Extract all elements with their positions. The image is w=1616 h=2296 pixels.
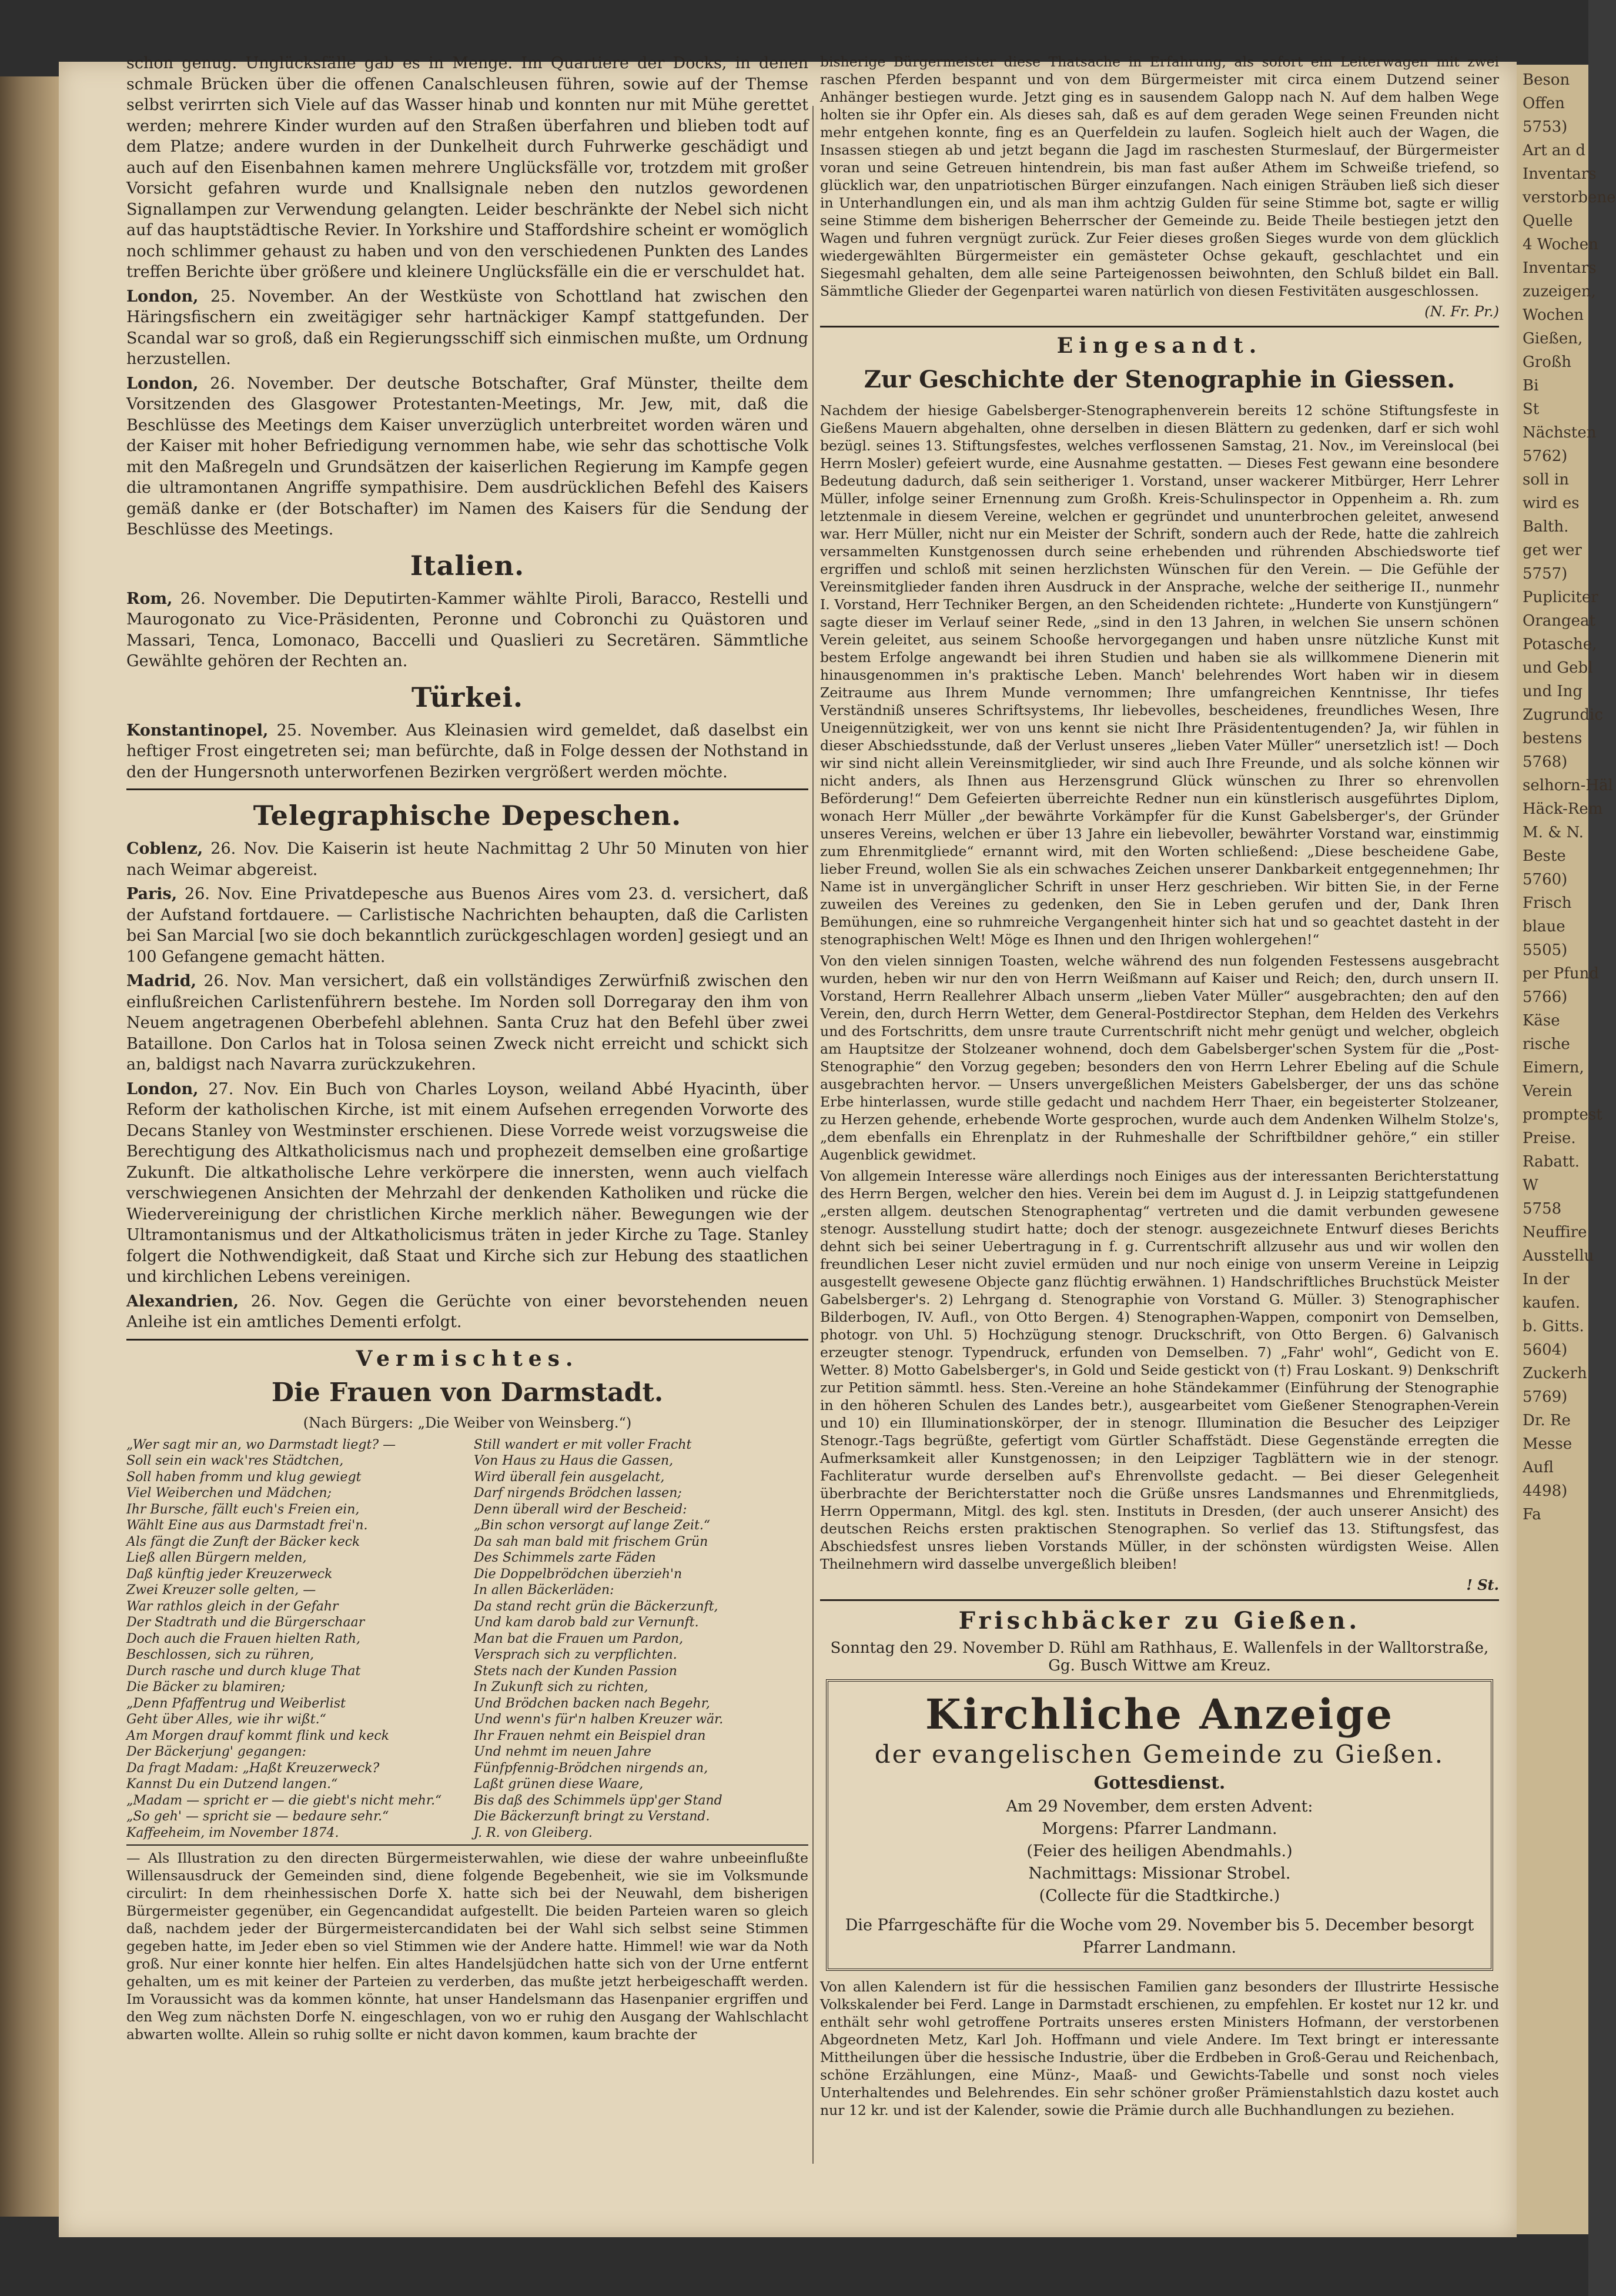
edge-fragment: 5505) bbox=[1523, 941, 1568, 959]
edge-fragment: Orangeat bbox=[1523, 612, 1595, 630]
edge-fragment: Quelle bbox=[1523, 212, 1573, 230]
poem-line: Ließ allen Bürgern melden, bbox=[126, 1550, 307, 1565]
news-madrid bbox=[126, 971, 808, 1075]
afternoon-note: (Collecte für die Stadtkirche.) bbox=[1039, 1887, 1280, 1905]
poem-line: Soll sein ein wack'res Städtchen, bbox=[126, 1453, 344, 1468]
news-text: 25. November. An der Westküste von Schottland hat zwischen den Häringsfischern ein zweitägiger sehr hartnäckiger Kampf stattgefunden. Der Scandal war so groß, daß ein Regierungsschiff sich einmischen mußte, um Ordnung herzustellen. bbox=[126, 287, 808, 368]
edge-fragment: Rabatt. bbox=[1523, 1153, 1580, 1171]
poem-line: Darf nirgends Brödchen lassen; bbox=[474, 1486, 682, 1500]
edge-fragment: Großh bbox=[1523, 353, 1571, 371]
poem-line: Denn überall wird der Bescheid: bbox=[474, 1502, 687, 1517]
next-page-edge bbox=[1517, 65, 1616, 2234]
news-text: 27. Nov. Ein Buch von Charles Loyson, weiland Abbé Hyacinth, über Reform der katholischen Kirche, ist mit einem Aufsehen erregenden Vorworte des Decans Stanley von Westminster erschienen. Diese Vorrede weist vorzugsweise die Berechtigung des Altkatholicismus nach und prophezeit demselben eine großartige Zukunft. Die altkatholische Lehre verkörpere die innersten, wenn auch vielfach verschwiegenen Ansichten der Mehrzahl der denkenden Katholiken und rücke die Wiedervereinigung der christlichen Kirche merklich näher. Bewegungen wie der Ultramontanismus und der Altkatholicismus träten in jeder Kirche zu Tage. Stanley folgert die Nothwendigkeit, daß Staat und Kirche sich zur Hebung des staatlichen und kirchlichen Lebens vereinigen. bbox=[126, 1080, 808, 1286]
book-spine bbox=[0, 76, 59, 2217]
poem-line: Fünfpfennig-Brödchen nirgends an, bbox=[474, 1760, 708, 1776]
poem-line: War rathlos gleich in der Gefahr bbox=[126, 1599, 339, 1614]
poem-line: Bis daß des Schimmels üpp'ger Stand bbox=[474, 1793, 722, 1808]
dateline: Alexandrien, bbox=[126, 1292, 239, 1311]
edge-fragment: Aufl bbox=[1523, 1459, 1554, 1476]
news-text: 25. November. Aus Kleinasien wird gemeldet, daß daselbst ein heftiger Frost eingetreten sei; man befürchte, daß in Folge dessen der Nothstand in den der Hungersnoth unterworfenen Bezirken vergrößert werden möchte. bbox=[126, 721, 808, 781]
edge-fragment: bestens bbox=[1523, 730, 1582, 747]
church-announcement-box bbox=[826, 1679, 1493, 1971]
church-announcement-title: Kirchliche Anzeige bbox=[925, 1690, 1394, 1739]
poem-line: Ihr Frauen nehmt ein Beispiel dran bbox=[474, 1728, 706, 1743]
news-alexandrien bbox=[126, 1291, 808, 1333]
poem-line: Die Bäcker zu blamiren; bbox=[126, 1680, 286, 1695]
poem-line: Man bat die Frauen um Pardon, bbox=[474, 1631, 684, 1646]
stenographie-article-toasts: Von den vielen sinnigen Toasten, welche während des nun folgenden Festessens ausgebracht wurden, heben wir nur den von Herrn Weißmann auf Kaiser und Reich; den, durch unsern II. Vorstand, Herrn Reallehrer Albach unserm „lieben Vater Müller“ ausgebrachten; den auf den Verein, den, durch Herrn Wetter, dem General-Postdirector Stephan, dem Helden des Verkehrs und des Fortschritts, dem unsre traute Currentschrift nicht mehr genügt und welcher, obgleich am Hauptsitze der Stolzeaner wohnend, doch dem Gabelsberger'schen System für die „Post-Stenographie“ den Vorzug gegeben; besonders den von Herrn Lehrer Ebeling auf die Schule ausgebrachten hervor. — Unsers unvergeßlichen Meisters Gabelsberger, der uns das schöne Erbe hinterlassen, wurde stille gedacht und nachdem Herr Thaer, ein begeisterter Stolzeaner, zu Herzen gehende, erhebende Worte gesprochen, wurde auch dem Andenken Wilhelm Stolze's, „dem ebenfalls ein Ehrenplatz in der Ruhmeshalle der Schriftbildner gehöre,“ ein stiller Augenblick gewidmet. bbox=[820, 953, 1499, 1163]
edge-fragment: 5758 bbox=[1523, 1200, 1562, 1218]
edge-fragment: Ausstellu bbox=[1523, 1247, 1594, 1265]
poem-line: In allen Bäckerläden: bbox=[474, 1583, 614, 1597]
fog-report: schon genug. Unglücksfälle gab es in Menge. Im Quartiere der Docks, in denen schmale Brücken über die offenen Canalschleusen führen, sowie auf der Themse selbst verirrten sich Viele auf das Wasser hinab und konnten nur mit Mühe gerettet werden; mehrere Kinder wurden auf den Straßen überfahren und blieben todt auf dem Platze; andere wurden in der Dunkelheit durch Fuhrwerke geschädigt und auch auf den Eisenbahnen kamen mehrere Unglücksfälle vor, trotzdem mit großer Vorsicht gefahren wurde und Knallsignale neben den nutzlos gewordenen Signallampen zur Verwendung gelangten. Leider beschränkte der Nebel sich nicht auf das hauptstädtische Revier. In Yorkshire und Staffordshire scheint er womöglich noch schlimmer gehaust zu haben und von den verschiedenen Punkten des Landes treffen Berichte über größere und kleinere Unglücksfälle ein die er verschuldet hat. bbox=[126, 54, 808, 281]
edge-fragment: Frisch bbox=[1523, 894, 1572, 912]
news-london-27 bbox=[126, 1079, 808, 1288]
news-text: 26. Nov. Die Kaiserin ist heute Nachmittag 2 Uhr 50 Minuten von hier nach Weimar abgereist. bbox=[126, 840, 808, 879]
edge-fragment: get wer bbox=[1523, 542, 1582, 559]
edge-fragment: blaue bbox=[1523, 918, 1565, 935]
edge-fragment: Verein bbox=[1523, 1082, 1572, 1100]
source-credit: (N. Fr. Pr.) bbox=[1424, 303, 1499, 320]
edge-fragment: verstorbene bbox=[1523, 189, 1616, 206]
edge-fragment: Zuckerh bbox=[1523, 1365, 1587, 1382]
poem-line: Stets nach der Kunden Passion bbox=[474, 1663, 677, 1679]
edge-fragment: soll in bbox=[1523, 471, 1569, 489]
poem-line: „Madam — spricht er — die giebt's nicht mehr.“ bbox=[126, 1793, 442, 1808]
news-text: 26. Nov. Man versichert, daß ein vollständiges Zerwürfniß zwischen den einflußreichen Carlistenführern bestehe. Im Norden soll Dorregaray den ihm von Neuem angetragenen Oberbefehl ablehnen. Santa Cruz hat den Befehl über zwei Bataillone. Don Carlos hat in Tolosa seinen Zweck nicht erreicht und schickt sich an, baldigst nach Navarra zurückzukehren. bbox=[126, 972, 808, 1074]
news-text: 26. November. Der deutsche Botschafter, Graf Münster, theilte dem Vorsitzenden des Glasgower Protestanten-Meetings, Mr. Jew, mit, daß die Beschlüsse des Meetings dem Kaiser unverzüglich unterbreitet worden wären und der Kaiser mit hoher Befriedigung vernommen habe, wie sehr das schottische Volk mit den Maßregeln und Grundsätzen der kaiserlichen Regierung im Kampfe gegen die ultramontanen Angriffe sympathisire. Dem ausdrücklichen Befehl des Kaisers gemäß danke er (der Botschafter) im Namen des Kaisers für die Sendung der Beschlüsse des Meetings. bbox=[126, 374, 808, 539]
poem-line: „Wer sagt mir an, wo Darmstadt liegt? — bbox=[126, 1437, 396, 1452]
edge-fragment: Messe bbox=[1523, 1435, 1572, 1453]
edge-fragment: Potasche, bbox=[1523, 636, 1597, 653]
edge-fragment: 5604) bbox=[1523, 1341, 1568, 1359]
poem-line: Beschlossen, sich zu rühren, bbox=[126, 1647, 314, 1662]
section-rule bbox=[126, 1339, 808, 1341]
dateline: Paris, bbox=[126, 885, 178, 903]
section-rule bbox=[820, 326, 1499, 327]
poem-line: Die Doppelbrödchen überzieh'n bbox=[474, 1566, 682, 1582]
edge-fragment: St bbox=[1523, 400, 1540, 418]
news-london-25 bbox=[126, 286, 808, 370]
poem-line: Daß künftig jeder Kreuzerweck bbox=[126, 1566, 333, 1582]
section-heading-telegraphische-depeschen: Telegraphische Depeschen. bbox=[253, 800, 682, 831]
edge-fragment: Beson bbox=[1523, 71, 1570, 89]
edge-fragment: wird es bbox=[1523, 494, 1580, 512]
poem-column-b bbox=[474, 1437, 808, 1842]
edge-fragment: Käse bbox=[1523, 1012, 1560, 1030]
edge-fragment: Balth. bbox=[1523, 518, 1569, 536]
edge-fragment: 5769) bbox=[1523, 1388, 1568, 1406]
news-london-26 bbox=[126, 373, 808, 540]
poem-line: Soll haben fromm und klug gewiegt bbox=[126, 1469, 362, 1485]
poem-line: J. R. von Gleiberg. bbox=[474, 1825, 593, 1840]
poem-line: Still wandert er mit voller Fracht bbox=[474, 1437, 692, 1452]
edge-fragment: selhorn-Häl bbox=[1523, 777, 1613, 794]
dateline: London, bbox=[126, 1080, 199, 1098]
poem-line: Da fragt Madam: „Haßt Kreuzerweck? bbox=[126, 1760, 380, 1776]
edge-fragment: und Gebl bbox=[1523, 659, 1593, 677]
kalender-notice: Von allen Kalendern ist für die hessischen Familien ganz besonders der Illustrirte Hessische Volkskalender bei Ferd. Lange in Darmstadt erschienen, zu empfehlen. Er kostet nur 12 kr. und enthält sehr wohl getroffene Portraits unseres ersten Ministers Hofmann, der verstorbenen Abgeordneten Metz, Karl Joh. Hoffmann und viele Andere. Im Text bringt er interessante Mittheilungen über die hessische Industrie, über die Erdbeben in Groß-Gerau und Reichenbach, schöne Erzählungen, eine Münz-, Maaß- und Gewichts-Tabelle und sonst noch vieles Unterhaltendes und Belehrendes. Ein sehr schöner großer Prämienstahlstich dazu kostet auch nur 12 kr. und ist der Kalender, sowie die Prämie durch alle Buchhandlungen zu beziehen. bbox=[820, 1978, 1499, 2118]
poem-line: Viel Weiberchen und Mädchen; bbox=[126, 1486, 332, 1500]
poem-line: Wird überall fein ausgelacht, bbox=[474, 1469, 665, 1485]
dateline: London, bbox=[126, 287, 199, 306]
poem-line: Der Bäckerjung' gegangen: bbox=[126, 1744, 307, 1759]
stenographie-article: Nachdem der hiesige Gabelsberger-Stenographenverein bereits 12 schöne Stiftungsfeste in Gießens Mauern abgehalten, ohne derselben in diesen Blättern zu gedenken, darf er sich wohl bezügl. seines 13. Stiftungsfestes, welches verflossenen Samstag, 21. Nov., im Vereinslocal (bei Herrn Mosler) gefeiert wurde, eine Ausnahme gestatten. — Dieses Fest gewann eine besondere Bedeutung dadurch, daß sein seitheriger 1. Vorstand, unser wackerer Mitbürger, Herr Lehrer Müller, infolge seiner Ernennung zum Großh. Kreis-Schulinspector in Oppenheim a. Rh. zum letztenmale in diesem Vereine, welchen er gegründet und ununterbrochen geleitet, anwesend war. Herr Müller, nicht nur ein Meister der Schrift, sondern auch der Rede, hatte die zahlreich versammelten Kunstgenossen durch seine erhebenden und rührenden Abschiedsworte tief ergriffen und schloß mit seinen herzlichsten Wünschen für den Verein. — Die Gefühle der Vereinsmitglieder fanden ihren Ausdruck in der Ansprache, welche der seitherige II., nunmehr I. Vorstand, Herr Techniker Bergen, an den Scheidenden richtete: „Hunderte von Kunstjüngern“ sagte dieser im Verlauf seiner Rede, „sind in den 13 Jahren, in welchen Sie unsern schönen Verein geleitet, aus seinem Schooße hervorgegangen und haben unsre nützliche Kunst mit bestem Erfolge angewandt bei ihren Studien und haben sie als willkommene Dienerin mit hinausgenommen in's praktische Leben. Manch' belehrendes Wort haben wir in diesem Zeitraume aus Ihrem Munde vernommen; Ihre umfangreichen Kenntnisse, Ihr tiefes Verständniß unseres Schriftsystems, Ihr liebevolles, bescheidenes, freundliches Wesen, Ihre Uneigennützigkeit, wer von uns kennt sie nicht Ihre Präsidententugenden? Ja, wir fühlen in dieser Abschiedsstunde, daß der Verlust unseres „lieben Vater Müller“ unersetzlich ist! — Doch wir sind nicht allein Vereinsmitglieder, wir sind auch Ihre Freunde, und als solche können wir nicht anders, als Ihnen aus Herzensgrund Glück wünschen zu Ihrer so ehrenvollen Beförderung!“ Dem Gefeierten überreichte Redner nun ein künstlerisch ausgeführtes Diplom, wonach Herr Müller „der bewährte Vorkämpfer für die Kunst Gabelsberger's, der Gründer unseres Vereins, welchen er über 13 Jahre ein liebevoller, bewährter Vorstand war, einstimmig zum Ehrenmitgliede“ ernannt wird, mit den Worten schließend: „Diese bescheidene Gabe, lieber Freund, wollen Sie als ein schwaches Zeichen unserer Dankbarkeit entgegennehmen; Ihr Name ist in unvergänglicher Schrift in unser Herz geschrieben. Wir bitten Sie, in der Ferne zuweilen des Vereines zu gedenken, den Sie in Leben gerufen und der, Dank Ihren Bemühungen, eine so ruhmreiche Vergangenheit hinter sich hat und so geachtet dasteht in der stenographischen Welt! Möge es Ihnen und den Ihrigen wohlergehen!“ bbox=[820, 402, 1499, 948]
section-rule bbox=[126, 788, 808, 790]
edge-fragment: Gießen, bbox=[1523, 330, 1583, 347]
stenographie-article-exhibition: Von allgemein Interesse wäre allerdings noch Einiges aus der interessanten Berichterstattung des Herrn Bergen, welcher den hies. Verein bei dem im August d. J. in Leipzig stattgefundenen „ersten allgem. deutschen Stenographentag“ vertreten und die damit verbunden gewesene stenogr. Ausstellung studirt hatte; doch der stenogr. ausgezeichnete Entwurf dieses Berichts dehnt sich bei seiner Uebertragung in f. g. Currentschrift allzusehr aus und wir wollen den freundlichen Leser nicht zuviel ermüden und nur noch einige von unserm Vereine in Leipzig ausgestellt gewesene Objecte ganz flüchtig erwähnen. 1) Handschriftliches Bruchstück Meister Gabelsberger's. 2) Lehrgang d. Stenographie von Vorstand G. Müller. 3) Stenographischer Bilderbogen, IV. Aufl., von Otto Bergen. 4) Stenographen-Wappen, componirt von Demselben, photogr. von Uhl. 5) Hochzügung stenogr. Druckschrift, von Otto Bergen. 6) Galvanisch erzeugter stenogr. Typendruck, erfunden von Demselben. 7) „Fahr' wohl“, Gedicht von E. Wetter. 8) Motto Gabelsberger's, in Gold und Seide gestickt von (†) Frau Loskant. 9) Denkschrift zur Petition sämmtl. hess. Sten.-Vereine an hohe Ständekammer (Einführung der Stenographie in den höheren Schulen des Landes betr.), ausgearbeitet vom Gießener Stenographen-Verein und 10) ein Illuminationskörper, der in stenogr. Illumination die Besucher des Leipziger Stenogr.-Tags begrüßte, gefertigt vom Gürtler Schaffstädt. Diese Gegenstände erregten die Aufmerksamkeit aller Kunstgenossen; in den Leipziger Tagblättern wie in der stenogr. Fachliteratur wurde derselben auf's Ehrenvollste gedacht. — Bei dieser Gelegenheit überbrachte der Berichterstatter noch die Grüße unsres Landsmannes und Ehrenmitglieds, Herrn Oppermann, Mitgl. des kgl. sten. Instituts in Dresden, (der auch unserer Ansicht) des deutschen Reichs ersten praktischen Stenographen. So verlief das 13. Stiftungsfest, das Abschiedsfest unsres lieben Vorstands Müller, in der schönsten würdigsten Weise. Allen Theilnehmern wird dasselbe unvergeßlich bleiben! bbox=[820, 1168, 1499, 1572]
mayor-election-story-continued: bisherige Bürgermeister diese Thatsache in Erfahrung, als sofort ein Leiterwagen mit zwei raschen Pferden bespannt und von dem Bürgermeister mit circa einem Dutzend seiner Anhänger bestiegen wurde. Jetzt ging es in sausendem Galopp nach N. Auf dem halben Wege holten sie ihr Opfer ein. Als dieses sah, daß es auf dem geraden Wege seinen Freunden nicht mehr entgehen konnte, fing es an Querfeldein zu laufen. Sogleich hielt auch der Wagen, die Insassen stiegen ab und jetzt begann die Jagd im raschesten Sturmeslauf, der Bürgermeister voran und seine Getreuen hintendrein, bis man fast außer Athem im Schweiße triefend, so glücklich war, den unpatriotischen Bürger einzufangen. Nach einigen Sträuben ließ sich dieser in Unterhandlungen ein, und als man ihm achtzig Gulden für seine Stimme bot, sagte er willig seine Stimme dem bisherigen Beherrscher der Gemeinde zu. Beide Theile bestiegen jetzt den Wagen und fuhren vergnügt zurück. Zur Feier dieses großen Sieges wurde von dem glücklich wiedergewählten Bürgermeister ein gemästeter Ochse gekauft, geschlachtet und ein Siegesmahl gehalten, dem alle seine Parteigenossen beiwohnten, den Schluß bildet ein Ball. Sämmtliche Glieder der Gegenpartei waren natürlich von diesen Festivitäten ausgeschlossen. bbox=[820, 54, 1499, 299]
section-heading-eingesandt: Eingesandt. bbox=[1056, 333, 1263, 358]
edge-fragment: Nächsten bbox=[1523, 424, 1597, 442]
edge-fragment: Pupliciter bbox=[1523, 589, 1598, 606]
poem-line: „So geh' — spricht sie — bedaure sehr.“ bbox=[126, 1809, 389, 1824]
frischbaecker-list: Sonntag den 29. November D. Rühl am Rathhaus, E. Wallenfels in der Walltorstraße, Gg. Busch Wittwe am Kreuz. bbox=[830, 1639, 1489, 1675]
news-paris bbox=[126, 884, 808, 967]
poem-line: Da stand recht grün die Bäckerzunft, bbox=[474, 1599, 718, 1614]
poem-line: Durch rasche und durch kluge That bbox=[126, 1663, 361, 1679]
edge-fragment: 5753) bbox=[1523, 118, 1568, 136]
poem-line: In Zukunft sich zu richten, bbox=[474, 1680, 648, 1695]
poem-line: Geht über Alles, wie ihr wißt.“ bbox=[126, 1712, 326, 1727]
poem bbox=[126, 1437, 808, 1842]
church-announcement-subtitle: der evangelischen Gemeinde zu Gießen. bbox=[874, 1740, 1445, 1769]
news-text: 26. November. Die Deputirten-Kammer wählte Piroli, Baracco, Restelli und Maurogonato zu Vice-Präsidenten, Peronne und Cobronchi zu Quästoren und Massari, Tenca, Lomonaco, Baccelli und Quaslieri zu Secretären. Sämmtliche Gewählte gehören der Rechten an. bbox=[126, 589, 808, 670]
edge-fragment: kaufen. bbox=[1523, 1294, 1581, 1312]
edge-fragment: Eimern, bbox=[1523, 1059, 1584, 1077]
edge-fragment: 5766) bbox=[1523, 988, 1568, 1006]
edge-fragment: In der bbox=[1523, 1271, 1570, 1288]
edge-fragment: Inventars bbox=[1523, 259, 1597, 277]
edge-fragment: Beste bbox=[1523, 847, 1566, 865]
weekly-duties: Die Pfarrgeschäfte für die Woche vom 29. November bis 5. December besorgt Pfarrer Landmann. bbox=[845, 1916, 1474, 1957]
edge-fragment: 5757) bbox=[1523, 565, 1568, 583]
poem-title: Die Frauen von Darmstadt. bbox=[271, 1377, 664, 1408]
right-column bbox=[820, 53, 1499, 2123]
dateline: Coblenz, bbox=[126, 840, 203, 858]
edge-fragment: 5768) bbox=[1523, 753, 1568, 771]
poem-line: Doch auch die Frauen hielten Rath, bbox=[126, 1631, 360, 1646]
section-heading-italien: Italien. bbox=[410, 549, 525, 581]
poem-line: Der Stadtrath und die Bürgerschaar bbox=[126, 1615, 365, 1630]
news-coblenz bbox=[126, 838, 808, 880]
edge-fragment: Art an d bbox=[1523, 142, 1586, 159]
morning-note: (Feier des heiligen Abendmahls.) bbox=[1026, 1842, 1293, 1860]
service-heading: Gottesdienst. bbox=[1093, 1773, 1226, 1793]
edge-fragment: Zugrundic bbox=[1523, 706, 1603, 724]
edge-fragment: b. Gitts. bbox=[1523, 1318, 1584, 1335]
edge-fragment: Neuffire bbox=[1523, 1224, 1587, 1241]
poem-line: Und nehmt im neuen Jahre bbox=[474, 1744, 651, 1759]
section-rule bbox=[126, 1844, 808, 1846]
edge-fragment: per Pfund bbox=[1523, 965, 1599, 982]
dateline: Konstantinopel, bbox=[126, 721, 269, 740]
edge-fragment: 5760) bbox=[1523, 871, 1568, 888]
left-column bbox=[126, 53, 808, 2047]
edge-fragment: 4 Wochen bbox=[1523, 236, 1598, 253]
edge-fragment: Häck-Rem bbox=[1523, 800, 1603, 818]
poem-line: Die Bäckerzunft bringt zu Verstand. bbox=[474, 1809, 710, 1824]
section-rule bbox=[820, 1599, 1499, 1601]
news-rom bbox=[126, 589, 808, 672]
edge-fragment: und Ing bbox=[1523, 683, 1583, 700]
poem-line: Ihr Bursche, fällt euch's Freien ein, bbox=[126, 1502, 360, 1517]
poem-column-a bbox=[126, 1437, 461, 1842]
poem-line: Und kam darob bald zur Vernunft. bbox=[474, 1615, 699, 1630]
column-divider bbox=[812, 106, 814, 2164]
article-signature: ! St. bbox=[1466, 1576, 1499, 1593]
poem-line: Des Schimmels zarte Fäden bbox=[474, 1550, 656, 1565]
section-heading-vermischtes: Vermischtes. bbox=[356, 1346, 579, 1371]
edge-fragment: 4498) bbox=[1523, 1482, 1568, 1500]
poem-line: Zwei Kreuzer solle gelten, — bbox=[126, 1583, 316, 1597]
afternoon-service: Nachmittags: Missionar Strobel. bbox=[1028, 1864, 1291, 1883]
section-heading-tuerkei: Türkei. bbox=[411, 681, 523, 713]
edge-fragment: Preise. bbox=[1523, 1129, 1576, 1147]
poem-line: Kannst Du ein Dutzend langen.“ bbox=[126, 1777, 338, 1792]
poem-line: Als fängt die Zunft der Bäcker keck bbox=[126, 1534, 360, 1549]
edge-fragment: rische bbox=[1523, 1035, 1570, 1053]
dateline: Madrid, bbox=[126, 972, 197, 990]
service-date: Am 29 November, dem ersten Advent: bbox=[1006, 1797, 1313, 1816]
article-title-stenographie: Zur Geschichte der Stenographie in Giessen. bbox=[864, 366, 1456, 393]
edge-fragment: Wochen bbox=[1523, 306, 1584, 324]
poem-line: Von Haus zu Haus die Gassen, bbox=[474, 1453, 674, 1468]
news-text: 26. Nov. Eine Privatdepesche aus Buenos Aires vom 23. d. versichert, daß der Aufstand fortdauere. — Carlistische Nachrichten behaupten, daß die Carlisten bei San Marcial [wo sie doch bekanntlich zurückgeschlagen worden] gesiegt und an 100 Gefangene gemacht hätten. bbox=[126, 885, 808, 966]
edge-fragment: 5762) bbox=[1523, 447, 1568, 465]
news-konstantinopel bbox=[126, 720, 808, 783]
poem-line: Da sah man bald mit frischem Grün bbox=[474, 1534, 708, 1549]
edge-fragment: M. & N. bbox=[1523, 824, 1584, 841]
edge-fragments bbox=[1517, 65, 1616, 1530]
poem-line: Versprach sich zu verpflichten. bbox=[474, 1647, 677, 1662]
edge-fragment: Bi bbox=[1523, 377, 1539, 395]
poem-line: Kaffeeheim, im November 1874. bbox=[126, 1825, 339, 1840]
poem-line: Laßt grünen diese Waare, bbox=[474, 1777, 644, 1792]
poem-subtitle: (Nach Bürgers: „Die Weiber von Weinsberg.“) bbox=[303, 1414, 632, 1431]
edge-fragment: promptest bbox=[1523, 1106, 1602, 1124]
edge-fragment: Inventars bbox=[1523, 165, 1597, 183]
poem-line: „Denn Pfaffentrug und Weiberlist bbox=[126, 1696, 346, 1711]
mayor-election-story: — Als Illustration zu den directen Bürgermeisterwahlen, wie diese der wahre unbeeinflußte Willensausdruck der Gemeinden sind, diene folgende Begebenheit, wie sie im Volksmunde circulirt: In dem rheinhessischen Dorfe X. hatte sich bei der Neuwahl, dem bisherigen Bürgermeister gegenüber, ein Gegencandidat aufgestellt. Die beiden Parteien waren so gleich daß, nachdem jeder der Bürgermeistercandidaten bei der Wahl sich selbst seine Stimmen gegeben hatte, im Jeder eben so viel Stimmen wie der Andere hatte. Himmel! wie war da Noth groß. Nur einer konnte hier helfen. Ein altes Handelsjüdchen hatte sich von der Urne entfernt gehalten, um es mit keiner der Parteien zu verderben, das mußte jetzt herbeigeschafft werden. Im Voraussicht was da kommen könnte, hat unser Handelsmann das Hasenpanier ergriffen und den Weg zum nächsten Dorfe N. eingeschlagen, von wo er ruhig den Ausgang der Wahlschlacht abwarten wollte. Allein so ruhig sollte er nicht davon kommen, kaum brachte der bbox=[126, 1850, 808, 2043]
edge-fragment: Dr. Re bbox=[1523, 1412, 1571, 1429]
poem-line: Und wenn's für'n halben Kreuzer wär. bbox=[474, 1712, 724, 1727]
poem-line: Am Morgen drauf kommt flink und keck bbox=[126, 1728, 390, 1743]
poem-line: Und Brödchen backen nach Begehr, bbox=[474, 1696, 710, 1711]
poem-line: Wählt Eine aus aus Darmstadt frei'n. bbox=[126, 1518, 368, 1533]
poem-line: „Bin schon versorgt auf lange Zeit.“ bbox=[474, 1518, 711, 1533]
news-text: 26. Nov. Gegen die Gerüchte von einer bevorstehenden neuen Anleihe ist ein amtliches Dementi erfolgt. bbox=[126, 1292, 808, 1331]
edge-fragment: Offen bbox=[1523, 95, 1565, 112]
dateline: Rom, bbox=[126, 589, 173, 608]
dateline: London, bbox=[126, 374, 199, 393]
morning-service: Morgens: Pfarrer Landmann. bbox=[1042, 1820, 1277, 1838]
frischbaecker-heading: Frischbäcker zu Gießen. bbox=[958, 1607, 1361, 1635]
edge-fragment: Fa bbox=[1523, 1506, 1541, 1523]
edge-fragment: W bbox=[1523, 1177, 1538, 1194]
edge-fragment: zuzeigen, bbox=[1523, 283, 1596, 300]
